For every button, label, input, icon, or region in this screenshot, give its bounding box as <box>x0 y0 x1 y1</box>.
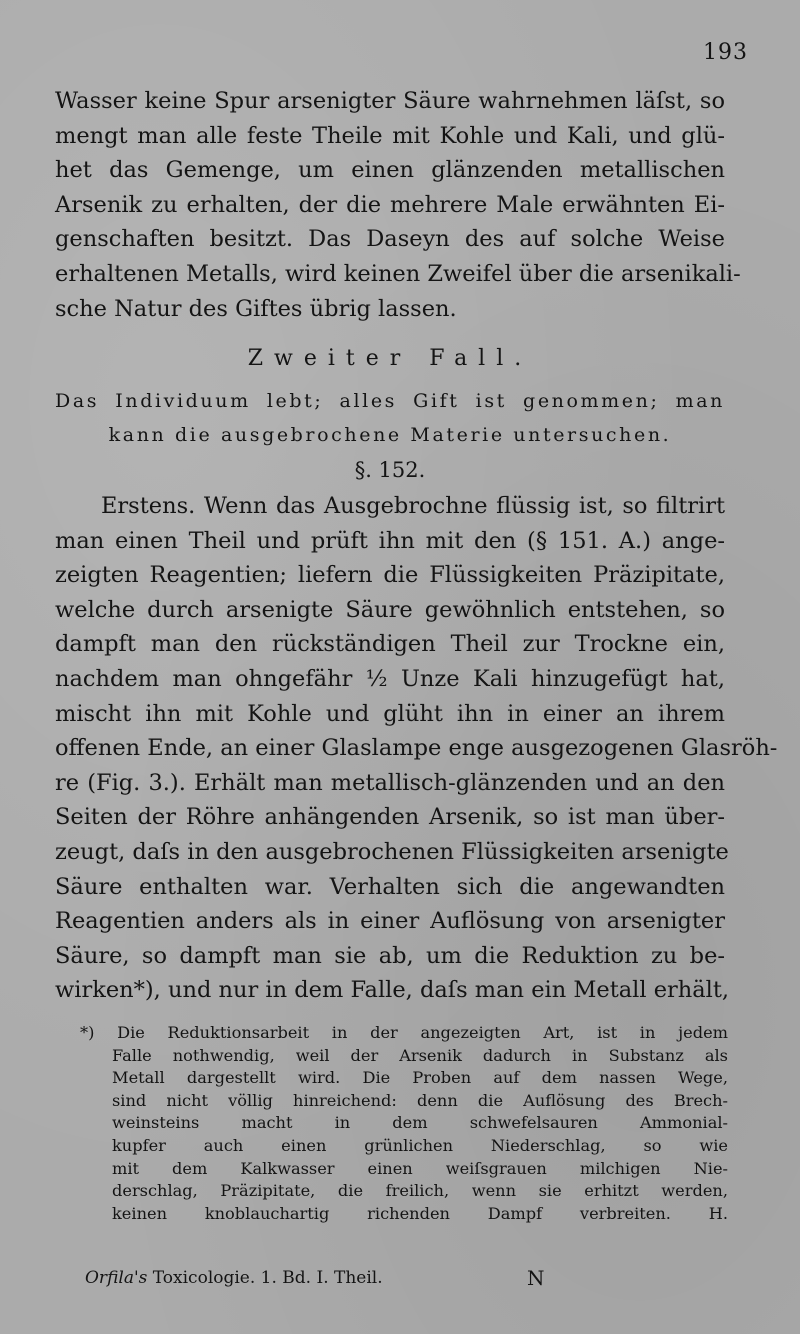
footnote-line: sind nicht völlig hinreichend: denn die Auflösung des Brech- <box>112 1090 728 1110</box>
footnote-line: mit dem Kalkwasser einen weiſsgrauen milchigen Nie- <box>112 1158 728 1178</box>
text-line: Wasser keine Spur arsenigter Säure wahrnehmen läſst, so <box>55 88 725 114</box>
footnote-line: weinsteins macht in dem schwefelsauren Ammonial- <box>112 1113 728 1133</box>
section-paragraph <box>55 489 778 1008</box>
footnote-line: derschlag, Präzipitate, die freilich, wenn sie erhitzt werden, <box>112 1181 728 1201</box>
text-line: dampft man den rückständigen Theil zur Trockne ein, <box>55 631 725 658</box>
footnote <box>80 1022 728 1225</box>
footnote-line: Falle nothwendig, weil der Arsenik dadurch in Substanz als <box>112 1045 728 1065</box>
footer-title: Toxicologie. 1. Bd. I. Theil. <box>152 1268 383 1288</box>
footnote-line: Metall dargestellt wird. Die Proben auf dem nassen Wege, <box>112 1068 728 1088</box>
text-line: zeugt, daſs in den ausgebrochenen Flüssigkeiten arsenigte <box>55 838 729 865</box>
text-line: man einen Theil und prüft ihn mit den (§ 151. A.) ange- <box>55 527 725 554</box>
footnote-line: kupfer auch einen grünlichen Niederschlag, so wie <box>112 1135 728 1155</box>
text-line: re (Fig. 3.). Erhält man metallisch-glänzenden und an den <box>55 769 725 796</box>
text-line: welche durch arsenigte Säure gewöhnlich entstehen, so <box>55 596 725 623</box>
case-subheading-line: kann die ausgebrochene Materie untersuchen. <box>108 424 672 446</box>
paragraph-continuation <box>55 84 741 326</box>
text-line: mengt man alle feste Theile mit Kohle und Kali, und glü- <box>55 122 725 149</box>
footnote-line: *) Die Reduktionsarbeit in der angezeigten Art, ist in jedem <box>80 1023 728 1042</box>
text-line: Seiten der Röhre anhängenden Arsenik, so ist man über- <box>55 804 725 831</box>
section-number: §. 152. <box>354 458 426 482</box>
footer-author: Orfila's <box>85 1268 148 1288</box>
text-line: mischt ihn mit Kohle und glüht ihn in einer an ihrem <box>55 700 725 727</box>
text-line: Erstens. Wenn das Ausgebrochne flüssig ist, so filtrirt <box>101 493 725 519</box>
case-subheading-line: Das Individuum lebt; alles Gift ist genommen; man <box>55 390 725 412</box>
text-line: nachdem man ohngefähr ½ Unze Kali hinzugefügt hat, <box>55 665 725 692</box>
text-line: Säure, so dampft man sie ab, um die Reduktion zu be- <box>55 942 725 969</box>
footnote-line: keinen knoblauchartig richenden Dampf verbreiten. H. <box>112 1203 728 1223</box>
text-line: sche Natur des Giftes übrig lassen. <box>55 295 457 322</box>
text-line: het das Gemenge, um einen glänzenden metallischen <box>55 157 725 184</box>
text-line: Reagentien anders als in einer Auflösung von arsenigter <box>55 908 725 935</box>
text-line: wirken*), und nur in dem Falle, daſs man ein Metall erhält, <box>55 977 730 1004</box>
text-line: genschaften besitzt. Das Daseyn des auf solche Weise <box>55 226 725 253</box>
signature-mark: N <box>527 1266 545 1290</box>
text-line: erhaltenen Metalls, wird keinen Zweifel über die arsenikali- <box>55 260 741 287</box>
case-heading: Zweiter Fall. <box>247 346 533 371</box>
text-line: offenen Ende, an einer Glaslampe enge ausgezogenen Glasröh- <box>55 735 778 762</box>
text-line: zeigten Reagentien; liefern die Flüssigkeiten Präzipitate, <box>55 562 725 589</box>
page-number: 193 <box>703 40 748 65</box>
text-line: Säure enthalten war. Verhalten sich die angewandten <box>55 873 725 900</box>
text-line: Arsenik zu erhalten, der die mehrere Male erwähnten Ei- <box>55 191 725 218</box>
